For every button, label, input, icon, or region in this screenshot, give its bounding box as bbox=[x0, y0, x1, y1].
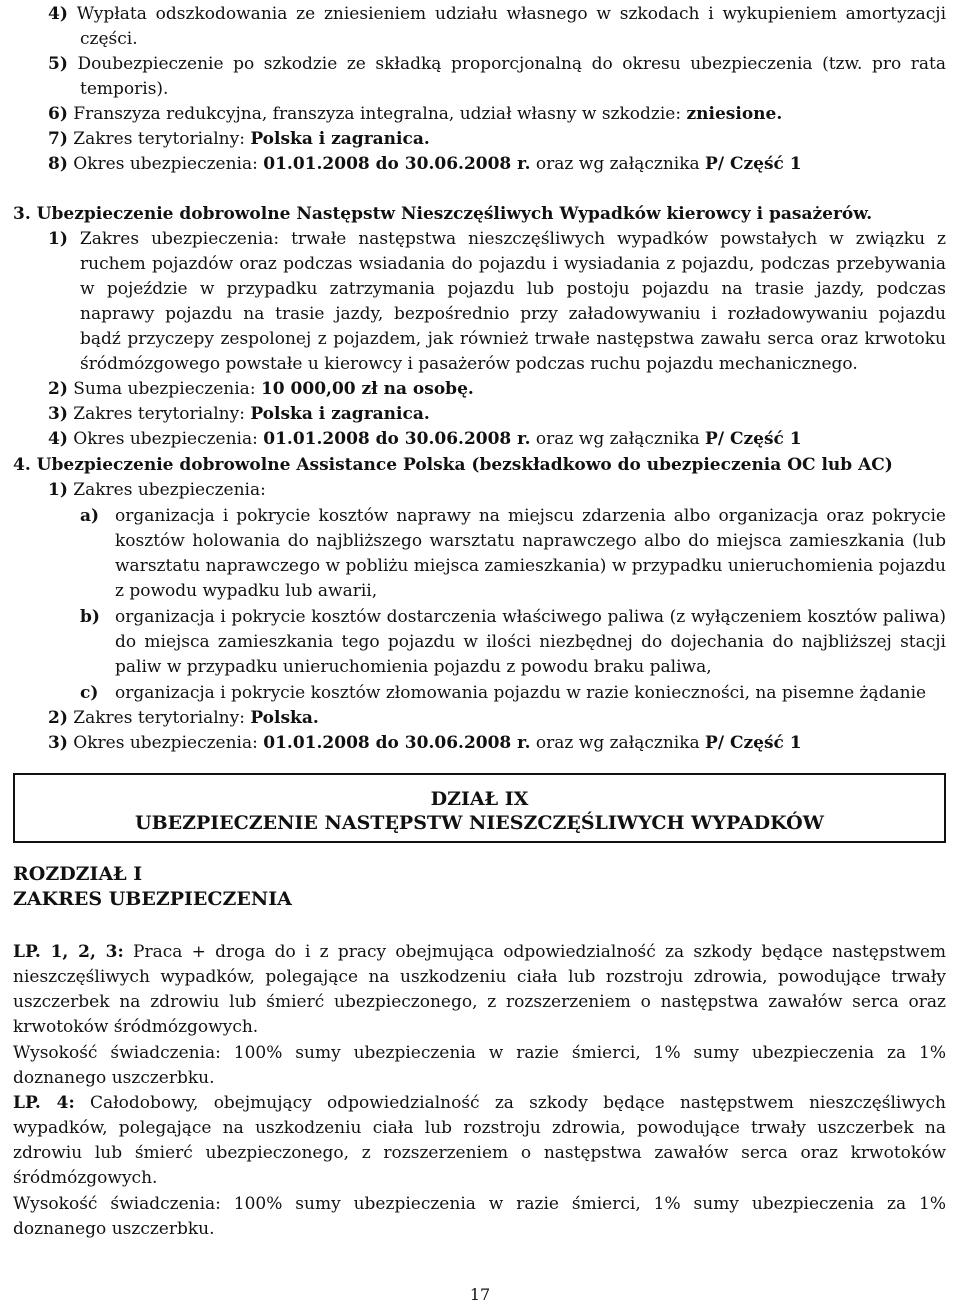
s3-item-1-line-2: ruchem pojazdów oraz podczas wsiadania do pojazdu i wysiadania z pojazdu, podczas przebywania bbox=[80, 254, 946, 274]
s4-item-3-tail: oraz wg załącznika bbox=[535, 733, 700, 753]
s4-item-3-text: Okres ubezpieczenia: bbox=[73, 733, 258, 753]
s2-item-4-cont: części. bbox=[80, 29, 138, 49]
s3-item-3-text: Zakres terytorialny: bbox=[73, 404, 245, 424]
lp4-label: LP. 4: bbox=[13, 1093, 75, 1113]
s3-item-1-line-3: w pojeździe w przypadku zatrzymania pojazdu lub postoju pojazdu na trasie jazdy, podczas bbox=[80, 279, 946, 299]
s2-item-6-num: 6) bbox=[48, 104, 68, 124]
lp123-label: LP. 1, 2, 3: bbox=[13, 942, 124, 962]
s4-sub-a-line-4: z powodu wypadku lub awarii, bbox=[115, 581, 378, 601]
s4-item-1 bbox=[48, 480, 266, 502]
lp4-benefit-1: Wysokość świadczenia: 100% sumy ubezpieczenia w razie śmierci, 1% sumy ubezpieczenia za 1% bbox=[13, 1194, 946, 1214]
s4-sub-a-line-2: kosztów holowania do najbliższego warsztatu naprawczego albo do miejsca zamieszkania (lub bbox=[115, 531, 946, 551]
lp123-line-1: Praca + droga do i z pracy obejmująca odpowiedzialność za szkody będące następstwem bbox=[133, 942, 946, 962]
s2-item-6 bbox=[48, 104, 782, 126]
chapter-subtitle: ZAKRES UBEZPIECZENIA bbox=[13, 888, 292, 910]
s4-sub-c-line-1: organizacja i pokrycie kosztów złomowania pojazdu w razie konieczności, na pisemne żądanie bbox=[115, 683, 927, 703]
s2-item-5-num: 5) bbox=[48, 54, 68, 74]
s4-sub-b-line-3: paliw w przypadku unieruchomienia pojazdu z powodu braku paliwa, bbox=[115, 657, 712, 677]
s2-item-8-num: 8) bbox=[48, 154, 68, 174]
s3-item-2-text: Suma ubezpieczenia: bbox=[73, 379, 256, 399]
lp4-line-4: śródmózgowych. bbox=[13, 1168, 158, 1188]
chapter-title: ROZDZIAŁ I bbox=[13, 863, 143, 885]
s4-title: 4. Ubezpieczenie dobrowolne Assistance Polska (bezskładkowo do ubezpieczenia OC lub AC) bbox=[13, 455, 893, 475]
s3-item-1-num: 1) bbox=[48, 229, 68, 249]
s2-item-7-value: Polska i zagranica. bbox=[250, 129, 430, 149]
lp123-benefit-1: Wysokość świadczenia: 100% sumy ubezpieczenia w razie śmierci, 1% sumy ubezpieczenia za 1% bbox=[13, 1043, 946, 1063]
division-subtitle: UBEZPIECZENIE NASTĘPSTW NIESZCZĘŚLIWYCH WYPADKÓW bbox=[135, 812, 824, 834]
s3-item-4-text: Okres ubezpieczenia: bbox=[73, 429, 258, 449]
s3-item-4-num: 4) bbox=[48, 429, 68, 449]
s4-item-2-value: Polska. bbox=[250, 708, 319, 728]
s4-sub-b-line-2: do miejsca zamieszkania tego pojazdu w ilości niezbędnej do dojechania do najbliższej stacji bbox=[115, 632, 946, 652]
s2-item-8-text: Okres ubezpieczenia: bbox=[73, 154, 258, 174]
s4-sub-c-label: c) bbox=[80, 683, 99, 703]
lp4-line-3: zdrowiu lub śmierć ubezpieczonego, z rozszerzeniem o następstwa zawałów serca oraz krwotoków bbox=[13, 1143, 946, 1163]
lp123-line-2: nieszczęśliwych wypadków, polegające na uszkodzeniu ciała lub rozstroju zdrowia, powodujące trwały bbox=[13, 967, 946, 987]
s2-item-4-text: Wypłata odszkodowania ze zniesieniem udziału własnego w szkodach i wykupieniem amortyzacji bbox=[76, 4, 947, 24]
s2-item-6-value: zniesione. bbox=[686, 104, 783, 124]
s3-item-4-ref: P/ Część 1 bbox=[705, 429, 802, 449]
lp4-benefit-2: doznanego uszczerbku. bbox=[13, 1219, 215, 1239]
lp4-line-2: wypadków, polegające na uszkodzeniu ciała lub rozstroju zdrowia, powodujące trwały uszczerbek na bbox=[13, 1118, 946, 1138]
s4-item-1-num: 1) bbox=[48, 480, 68, 500]
s4-sub-a-line-1: organizacja i pokrycie kosztów naprawy na miejscu zdarzenia albo organizacja oraz pokrycie bbox=[115, 506, 946, 526]
s3-item-3-num: 3) bbox=[48, 404, 68, 424]
s3-item-1-line-5: bądź przyczepy zespolonej z pojazdem, jak również trwałe następstwa zawału serca oraz krwotoku bbox=[80, 329, 946, 349]
s4-sub-b-label: b) bbox=[80, 607, 100, 627]
s2-item-7 bbox=[48, 129, 430, 151]
s3-item-1-line-1: Zakres ubezpieczenia: trwałe następstwa nieszczęśliwych wypadków powstałych w związku z bbox=[79, 229, 946, 249]
s3-item-3 bbox=[48, 404, 430, 426]
s3-item-4-tail: oraz wg załącznika bbox=[535, 429, 700, 449]
s4-item-2 bbox=[48, 708, 319, 730]
s4-sub-b-line-1: organizacja i pokrycie kosztów dostarczenia właściwego paliwa (z wyłączeniem kosztów paliwa) bbox=[115, 607, 946, 627]
s2-item-8 bbox=[48, 154, 802, 176]
s4-sub-a-label: a) bbox=[80, 506, 100, 526]
s2-item-7-text: Zakres terytorialny: bbox=[73, 129, 245, 149]
s4-item-3-value: 01.01.2008 do 30.06.2008 r. bbox=[263, 733, 531, 753]
s3-item-1-line-6: śródmózgowego powstałe u kierowcy i pasażerów podczas ruchu pojazdu mechanicznego. bbox=[80, 354, 858, 374]
s2-item-8-ref: P/ Część 1 bbox=[705, 154, 802, 174]
s2-item-5-text: Doubezpieczenie po szkodzie ze składką proporcjonalną do okresu ubezpieczenia (tzw. pro rata bbox=[77, 54, 947, 74]
s4-item-3-num: 3) bbox=[48, 733, 68, 753]
s2-item-8-value: 01.01.2008 do 30.06.2008 r. bbox=[263, 154, 531, 174]
lp4-line-1: Całodobowy, obejmujący odpowiedzialność za szkody będące następstwem nieszczęśliwych bbox=[90, 1093, 946, 1113]
s4-item-3 bbox=[48, 733, 802, 755]
s2-item-8-tail: oraz wg załącznika bbox=[535, 154, 700, 174]
s3-item-3-value: Polska i zagranica. bbox=[250, 404, 430, 424]
s2-item-6-text: Franszyza redukcyjna, franszyza integralna, udział własny w szkodzie: bbox=[73, 104, 682, 124]
division-title: DZIAŁ IX bbox=[430, 788, 529, 810]
division-header-box bbox=[13, 773, 946, 843]
s4-item-1-text: Zakres ubezpieczenia: bbox=[73, 480, 266, 500]
s2-item-7-num: 7) bbox=[48, 129, 68, 149]
page-number: 17 bbox=[469, 1285, 491, 1304]
s3-item-4-value: 01.01.2008 do 30.06.2008 r. bbox=[263, 429, 531, 449]
s3-title: 3. Ubezpieczenie dobrowolne Następstw Nieszczęśliwych Wypadków kierowcy i pasażerów. bbox=[13, 204, 873, 224]
s4-item-2-text: Zakres terytorialny: bbox=[73, 708, 245, 728]
s3-item-2-value: 10 000,00 zł na osobę. bbox=[260, 379, 474, 399]
s4-item-2-num: 2) bbox=[48, 708, 68, 728]
s3-item-1-line-4: naprawy pojazdu na trasie jazdy, bezpośrednio przy załadowywaniu i rozładowywaniu pojazdu bbox=[80, 304, 946, 324]
s3-item-2 bbox=[48, 379, 474, 401]
s4-item-3-ref: P/ Część 1 bbox=[705, 733, 802, 753]
s3-item-4 bbox=[48, 429, 802, 451]
lp123-line-4: krwotoków śródmózgowych. bbox=[13, 1017, 259, 1037]
s4-sub-a-line-3: warsztatu naprawczego w pobliżu miejsca zamieszkania) w przypadku unieruchomienia pojazdu bbox=[115, 556, 946, 576]
s2-item-4-num: 4) bbox=[48, 4, 68, 24]
lp123-line-3: uszczerbek na zdrowiu lub śmierć ubezpieczonego, z rozszerzeniem o następstwa zawałów serca oraz bbox=[13, 992, 946, 1012]
s2-item-5-cont: temporis). bbox=[80, 79, 169, 99]
s3-item-2-num: 2) bbox=[48, 379, 68, 399]
lp123-benefit-2: doznanego uszczerbku. bbox=[13, 1068, 215, 1088]
